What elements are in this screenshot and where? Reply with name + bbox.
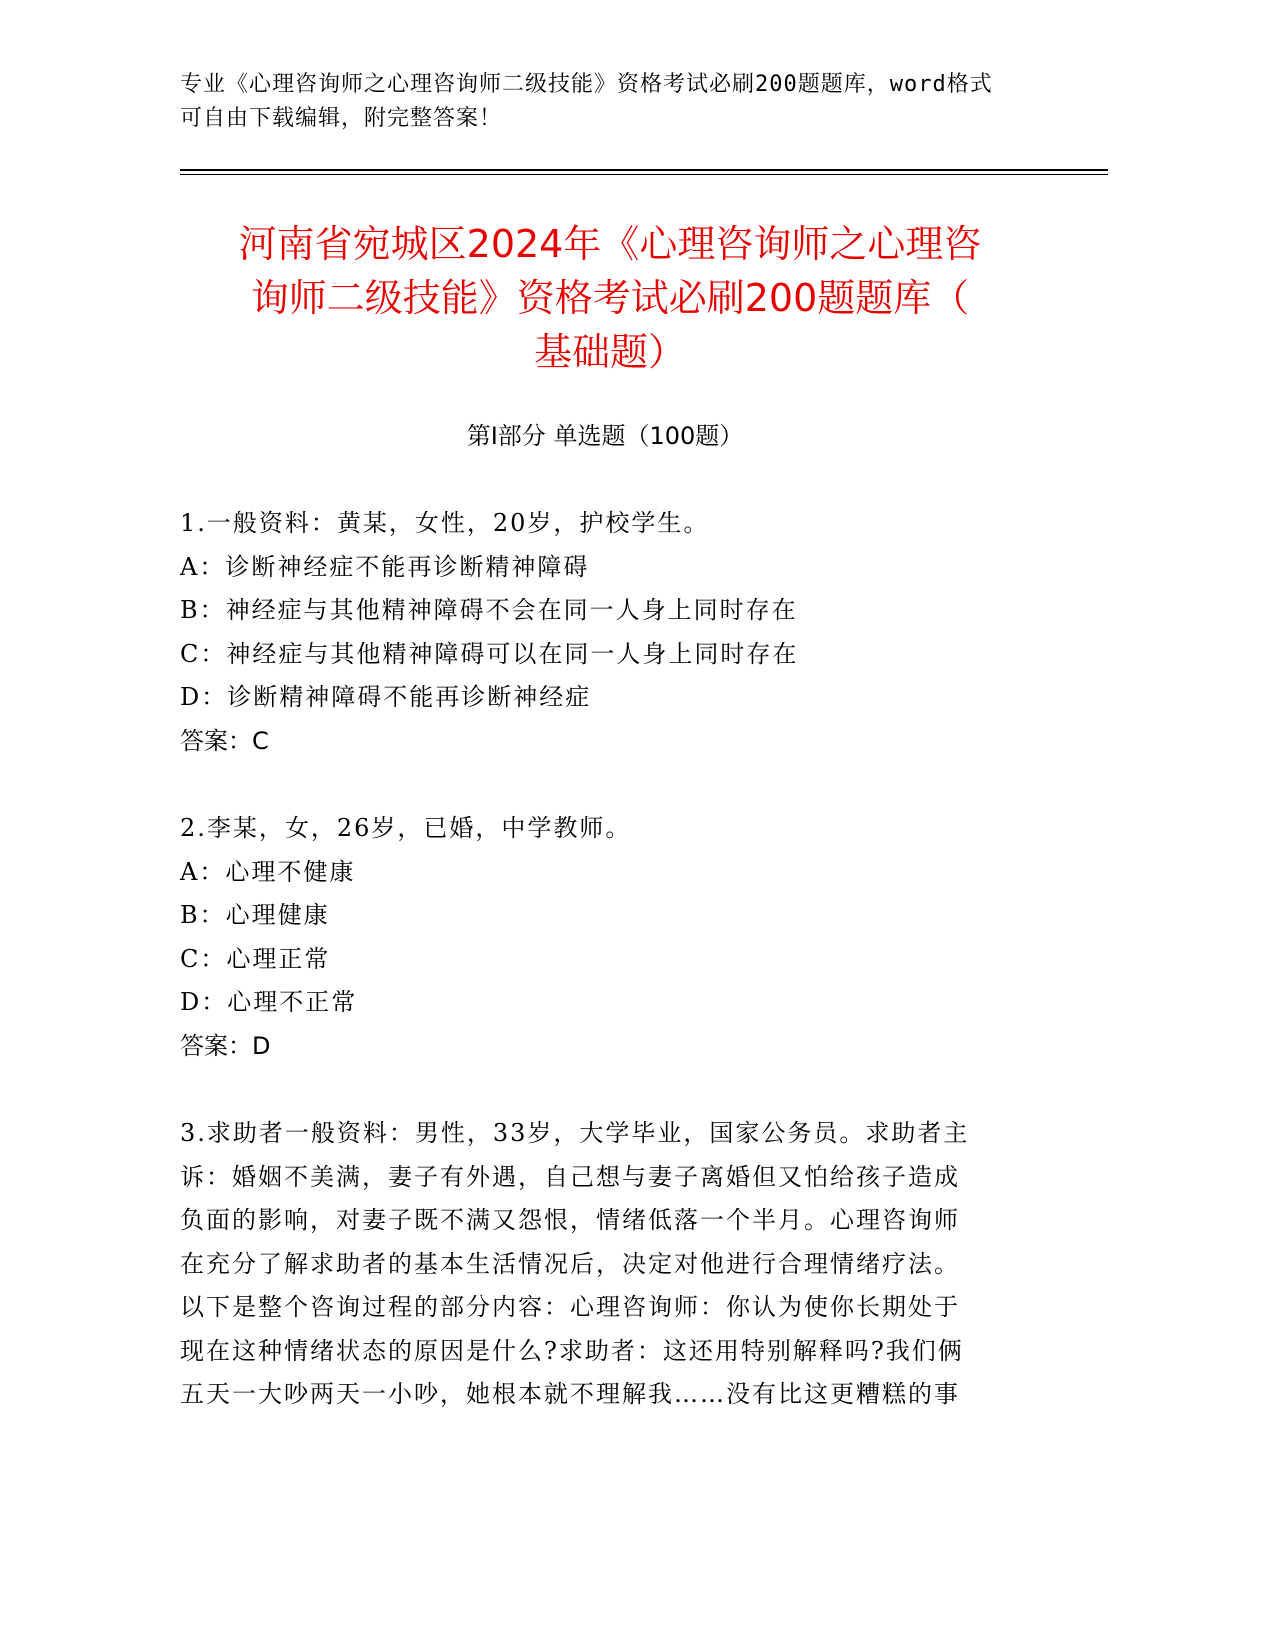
header-note-line-1: 专业《心理咨询师之心理咨询师二级技能》资格考试必刷200题题库，word格式 [180, 72, 993, 97]
option-d: D：诊断精神障碍不能再诊断神经症 [180, 683, 592, 711]
question-stem: 2.李某，女，26岁，已婚，中学教师。 [180, 814, 632, 842]
question-stem-line-6: 现在这种情绪状态的原因是什么?求助者：这还用特别解释吗?我们俩 [180, 1336, 964, 1365]
question-stem: 1.一般资料：黄某，女性，20岁，护校学生。 [180, 509, 710, 537]
option-a: A：心理不健康 [180, 857, 356, 886]
question-stem-line-2: 诉：婚姻不美满，妻子有外遇，自己想与妻子离婚但又怕给孩子造成 [180, 1162, 960, 1191]
document-title-line-3: 基础题） [533, 330, 686, 374]
header-divider-thin [180, 174, 1108, 175]
header-divider-thick [180, 169, 1108, 171]
header-note-line-2: 可自由下载编辑，附完整答案！ [180, 106, 503, 131]
option-d: D：心理不正常 [180, 988, 358, 1016]
header-note [180, 68, 1040, 136]
document-title [150, 217, 1070, 379]
document-title-line-1: 河南省宛城区2024年《心理咨询师之心理咨 [238, 222, 982, 266]
answer-label: 答案：D [180, 1031, 271, 1060]
question-stem-line-4: 在充分了解求助者的基本生活情况后，决定对他进行合理情绪疗法。 [180, 1249, 960, 1278]
question-3 [180, 1112, 1030, 1417]
option-a: A：诊断神经症不能再诊断精神障碍 [180, 552, 590, 581]
question-stem-line-3: 负面的影响，对妻子既不满又怨恨，情绪低落一个半月。心理咨询师 [180, 1206, 960, 1234]
question-stem-line-7: 五天一大吵两天一小吵，她根本就不理解我……没有比这更糟糕的事 [180, 1380, 960, 1408]
question-stem-line-1: 3.求助者一般资料：男性，33岁，大学毕业，国家公务员。求助者主 [180, 1119, 970, 1147]
option-b: B：神经症与其他精神障碍不会在同一人身上同时存在 [180, 596, 798, 624]
option-c: C：神经症与其他精神障碍可以在同一人身上同时存在 [180, 639, 799, 668]
section-heading: 第Ⅰ部分 单选题（100题） [466, 422, 744, 450]
answer-label: 答案：C [180, 726, 269, 755]
document-title-line-2: 询师二级技能》资格考试必刷200题题库（ [250, 276, 970, 320]
question-stem-line-5: 以下是整个咨询过程的部分内容：心理咨询师：你认为使你长期处于 [180, 1293, 960, 1321]
option-b: B：心理健康 [180, 901, 330, 929]
option-c: C：心理正常 [180, 944, 331, 973]
question-1 [180, 502, 1030, 763]
question-2 [180, 807, 1030, 1068]
